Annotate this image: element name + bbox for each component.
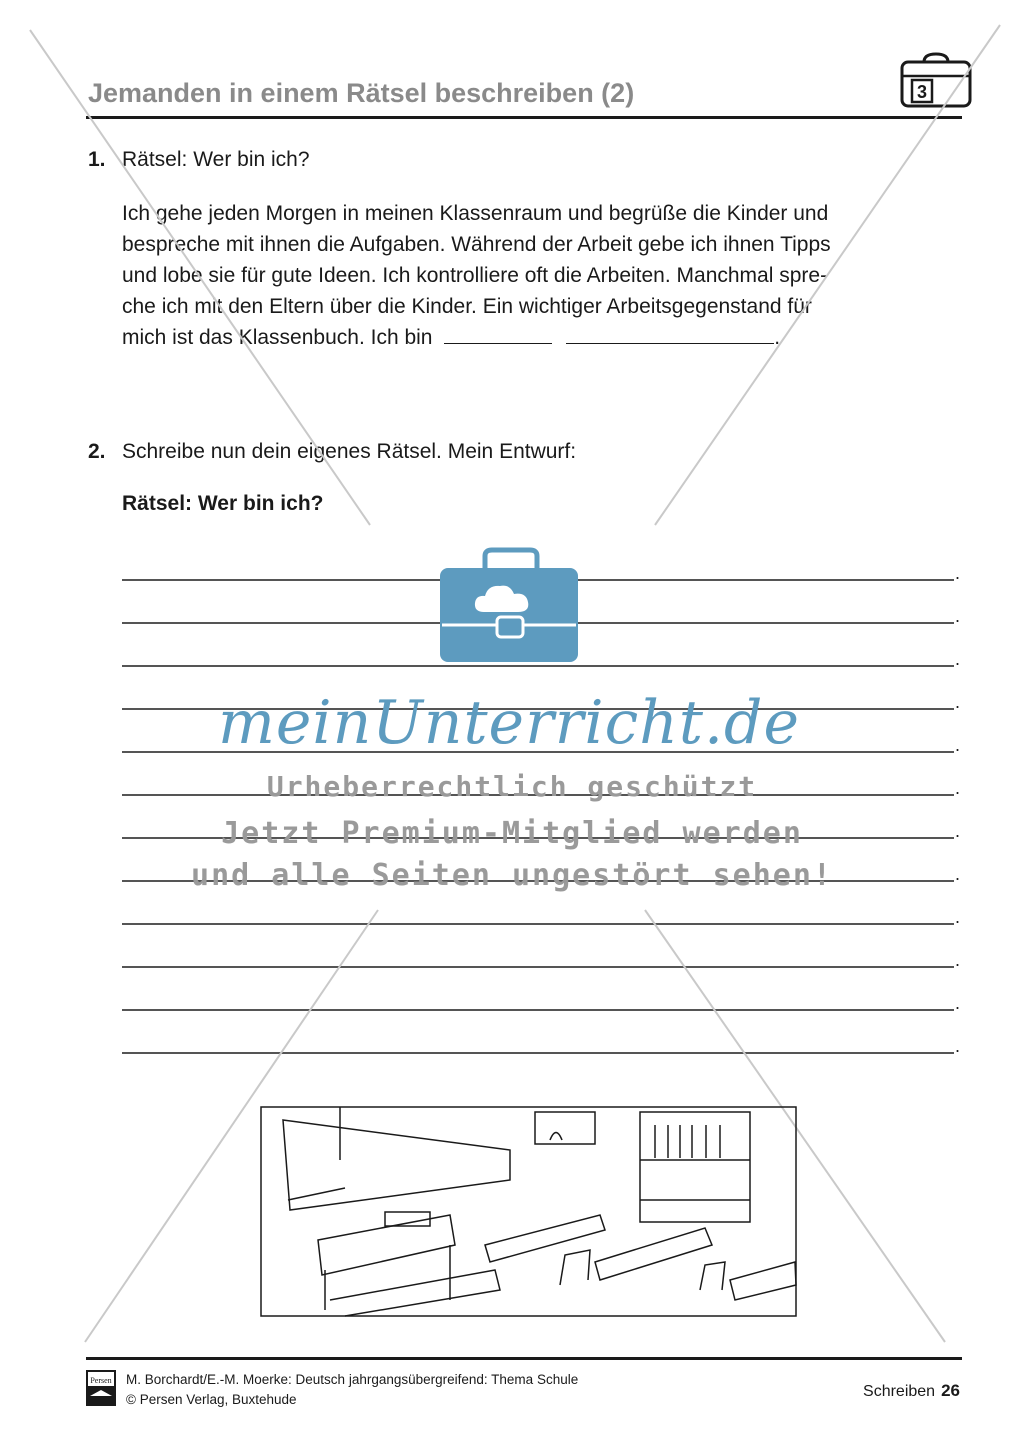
paragraph-line: bespreche mit ihnen die Aufgaben. Während der Arbeit gebe ich ihnen Tipps (122, 233, 831, 256)
paragraph-line: Ich gehe jeden Morgen in meinen Klassenraum und begrüße die Kinder und (122, 202, 829, 225)
answer-blank-1[interactable] (444, 325, 552, 344)
paragraph-line-text: mich ist das Klassenbuch. Ich bin (122, 326, 433, 349)
publisher-logo (86, 1370, 116, 1406)
writing-line-dot: . (955, 692, 961, 712)
writing-line-dot: . (955, 735, 961, 755)
footer-divider (86, 1357, 962, 1360)
watermark-logo: meinUnterricht.de (218, 688, 800, 758)
badge-number: 3 (916, 82, 928, 102)
footer-page-info (863, 1381, 960, 1401)
footer-credit (126, 1370, 578, 1410)
writing-line-dot: . (955, 778, 961, 798)
writing-line-dot: . (955, 864, 961, 884)
watermark-briefcase-icon (440, 550, 578, 662)
task2-subheading: Rätsel: Wer bin ich? (122, 492, 324, 515)
writing-line[interactable] (122, 966, 954, 968)
writing-line-dot: . (955, 1036, 961, 1056)
task1-paragraph (122, 198, 952, 353)
task1-number: 1. (88, 148, 106, 171)
writing-line-dot: . (955, 649, 961, 669)
credit-line: M. Borchardt/E.-M. Moerke: Deutsch jahrgangsübergreifend: Thema Schule (126, 1372, 579, 1387)
answer-end-dot: . (774, 326, 781, 349)
writing-line-dot: . (955, 950, 961, 970)
paragraph-line: und lobe sie für gute Ideen. Ich kontrolliere oft die Arbeiten. Manchmal spre- (122, 264, 828, 287)
section-label: Schreiben (863, 1383, 936, 1400)
writing-line[interactable] (122, 1052, 954, 1054)
writing-line-dot: . (955, 606, 961, 626)
watermark-line-2: Jetzt Premium-Mitglied werden (221, 816, 803, 851)
page-title: Jemanden in einem Rätsel beschreiben (2) (88, 78, 635, 108)
publisher-logo-text: Persen (90, 1376, 112, 1385)
page-number: 26 (941, 1381, 960, 1400)
task1-heading: Rätsel: Wer bin ich? (122, 148, 310, 171)
writing-line[interactable] (122, 622, 954, 624)
writing-line-dot: . (955, 563, 961, 583)
classroom-illustration (261, 1107, 796, 1316)
writing-line[interactable] (122, 665, 954, 667)
copyright-line: © Persen Verlag, Buxtehude (126, 1392, 297, 1407)
task2-instruction: Schreibe nun dein eigenes Rätsel. Mein Entwurf: (122, 440, 577, 463)
watermark-line-1: Urheberrechtlich geschützt (266, 770, 758, 803)
paragraph-line-answer (122, 322, 952, 353)
task2-number: 2. (88, 440, 106, 463)
writing-line[interactable] (122, 923, 954, 925)
writing-line-dot: . (955, 907, 961, 927)
writing-line[interactable] (122, 1009, 954, 1011)
writing-line-dot: . (955, 993, 961, 1013)
answer-blank-2[interactable] (566, 325, 774, 344)
writing-line[interactable] (122, 579, 954, 581)
title-divider (86, 116, 962, 119)
paragraph-line: che ich mit den Eltern über die Kinder. Ein wichtiger Arbeitsgegenstand für (122, 295, 812, 318)
watermark-line-3: und alle Seiten ungestört sehen! (191, 858, 833, 893)
schoolbag-icon (896, 50, 976, 110)
writing-line-dot: . (955, 821, 961, 841)
